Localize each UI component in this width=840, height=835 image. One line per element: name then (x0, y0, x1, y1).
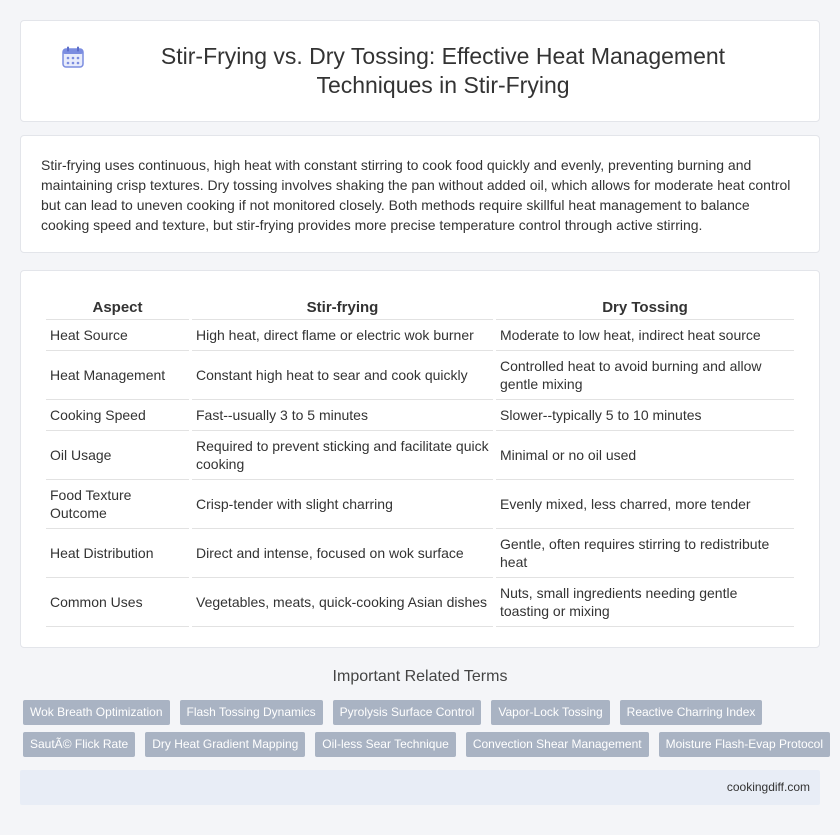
related-term-tag[interactable]: Moisture Flash-Evap Protocol (659, 732, 830, 757)
comparison-table (43, 295, 797, 627)
footer (20, 770, 820, 805)
header-dry-tossing: Dry Tossing (496, 295, 794, 320)
related-term-tag[interactable]: SautÃ© Flick Rate (23, 732, 135, 757)
related-terms-tags (20, 700, 823, 764)
table-header-row (46, 295, 794, 320)
comparison-table-card (20, 270, 820, 648)
table-row (46, 529, 794, 578)
row-stir-frying: Crisp-tender with slight charring (192, 480, 493, 529)
header-card (20, 20, 820, 122)
row-dry-tossing: Minimal or no oil used (496, 431, 794, 480)
row-dry-tossing: Gentle, often requires stirring to redistribute heat (496, 529, 794, 578)
row-dry-tossing: Nuts, small ingredients needing gentle toasting or mixing (496, 578, 794, 627)
calendar-icon (61, 45, 85, 69)
header-aspect: Aspect (46, 295, 189, 320)
row-stir-frying: High heat, direct flame or electric wok burner (192, 320, 493, 351)
related-term-tag[interactable]: Dry Heat Gradient Mapping (145, 732, 305, 757)
row-aspect: Common Uses (46, 578, 189, 627)
related-term-tag[interactable]: Pyrolysis Surface Control (333, 700, 482, 725)
related-term-tag[interactable]: Convection Shear Management (466, 732, 649, 757)
related-term-tag[interactable]: Wok Breath Optimization (23, 700, 170, 725)
row-dry-tossing: Controlled heat to avoid burning and allow gentle mixing (496, 351, 794, 400)
row-stir-frying: Required to prevent sticking and facilitate quick cooking (192, 431, 493, 480)
row-dry-tossing: Slower--typically 5 to 10 minutes (496, 400, 794, 431)
intro-card (20, 135, 820, 253)
table-row (46, 400, 794, 431)
table-row (46, 431, 794, 480)
row-dry-tossing: Evenly mixed, less charred, more tender (496, 480, 794, 529)
row-aspect: Food Texture Outcome (46, 480, 189, 529)
table-row (46, 320, 794, 351)
tag-row (20, 700, 820, 725)
row-stir-frying: Vegetables, meats, quick-cooking Asian dishes (192, 578, 493, 627)
page-title: Stir-Frying vs. Dry Tossing: Effective Heat Management Techniques in Stir-Frying (160, 43, 726, 98)
row-stir-frying: Constant high heat to sear and cook quickly (192, 351, 493, 400)
row-stir-frying: Direct and intense, focused on wok surface (192, 529, 493, 578)
row-aspect: Heat Management (46, 351, 189, 400)
related-term-tag[interactable]: Flash Tossing Dynamics (180, 700, 323, 725)
footer-site-link[interactable]: cookingdiff.com (726, 780, 810, 794)
row-stir-frying: Fast--usually 3 to 5 minutes (192, 400, 493, 431)
table-row (46, 351, 794, 400)
tag-row (20, 732, 823, 757)
row-aspect: Heat Distribution (46, 529, 189, 578)
header-stir-frying: Stir-frying (192, 295, 493, 320)
row-dry-tossing: Moderate to low heat, indirect heat source (496, 320, 794, 351)
related-term-tag[interactable]: Vapor-Lock Tossing (491, 700, 609, 725)
related-term-tag[interactable]: Oil-less Sear Technique (315, 732, 456, 757)
related-terms-title: Important Related Terms (332, 668, 508, 685)
row-aspect: Oil Usage (46, 431, 189, 480)
row-aspect: Cooking Speed (46, 400, 189, 431)
table-row (46, 480, 794, 529)
intro-paragraph: Stir-frying uses continuous, high heat with constant stirring to cook food quickly and evenly, preventing burning and maintaining crisp textures. Dry tossing involves shaking the pan without added oil, which allows for moderate heat control but can lead to uneven cooking if not monitored closely. Both methods require skillful heat management to balance cooking speed and texture, but stir-frying provides more precise temperature control through active stirring. (41, 157, 791, 233)
related-term-tag[interactable]: Reactive Charring Index (620, 700, 763, 725)
row-aspect: Heat Source (46, 320, 189, 351)
table-row (46, 578, 794, 627)
